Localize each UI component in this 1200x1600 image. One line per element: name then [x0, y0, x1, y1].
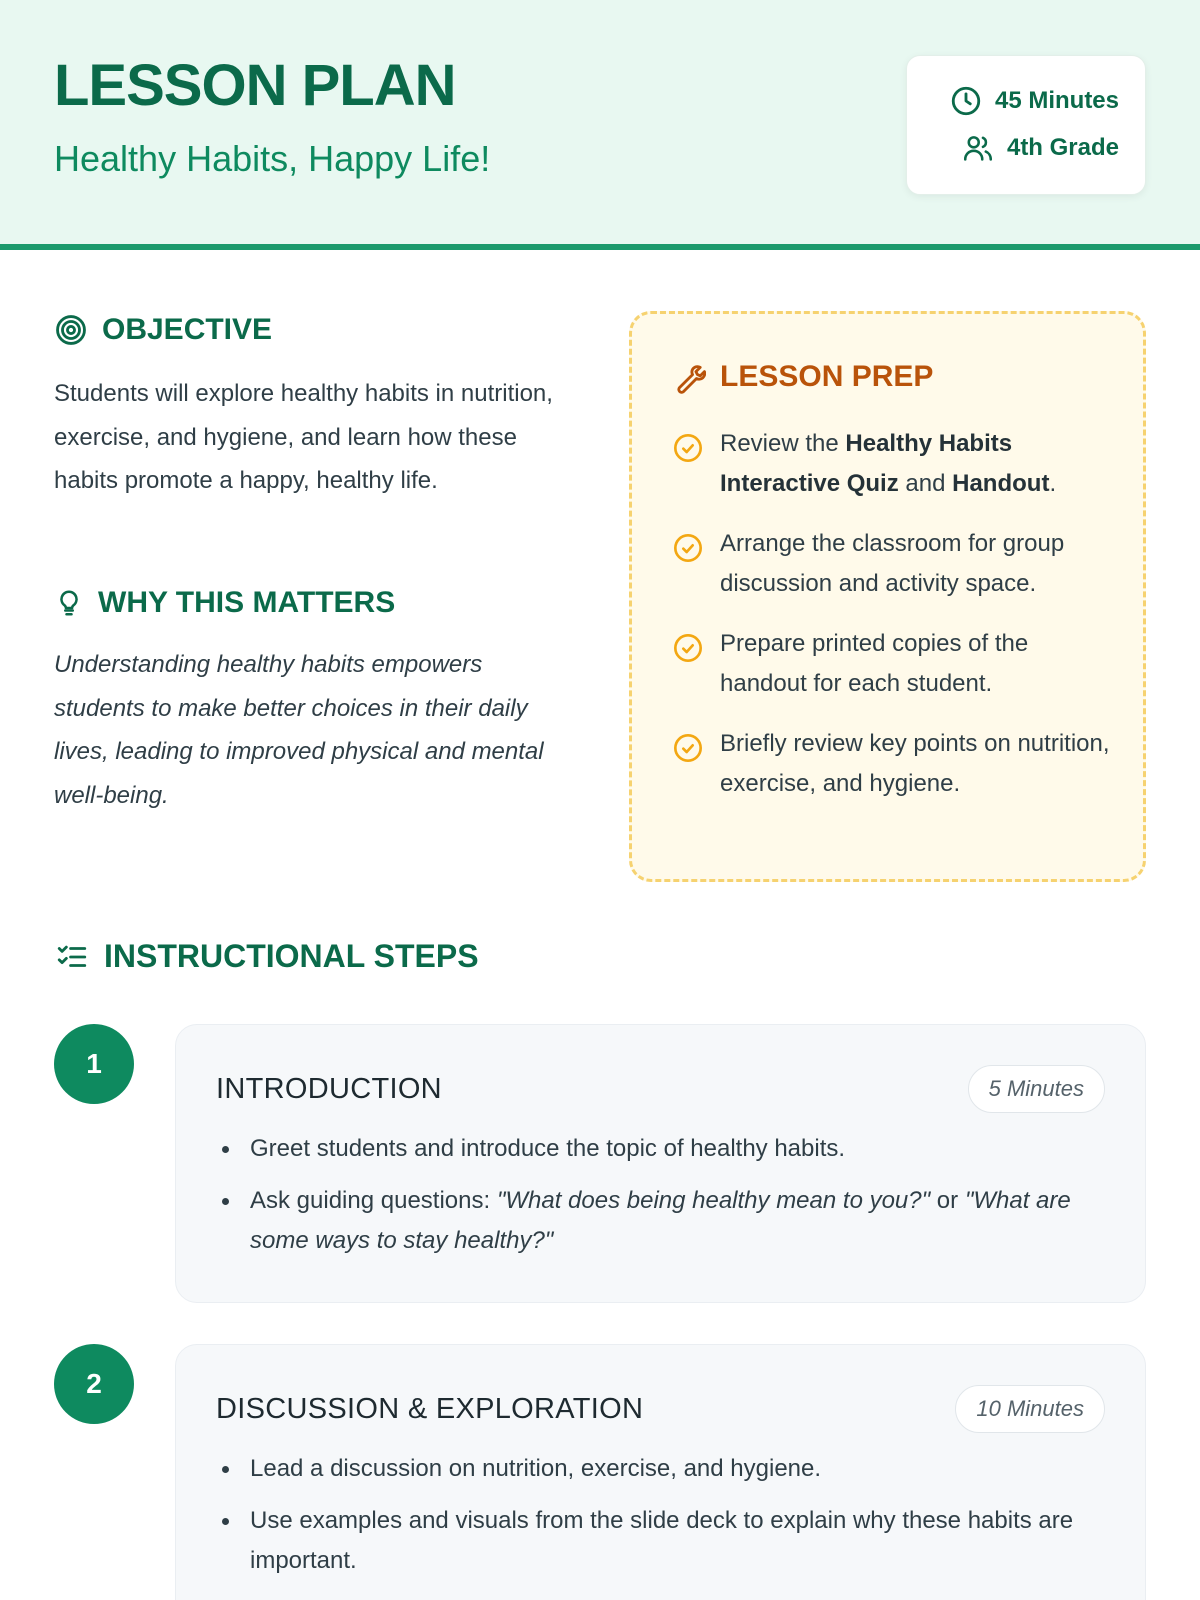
- checklist-icon: [54, 940, 90, 974]
- users-icon: [961, 131, 995, 165]
- prep-item-1-text-a: Review the: [720, 430, 846, 457]
- step-card-introduction: [175, 1024, 1146, 1303]
- quiz-name: Healthy Habits Interactive Quiz: [720, 430, 1013, 497]
- page-title: LESSON PLAN: [54, 53, 456, 118]
- why-text: Understanding healthy habits empowers students to make better choices in their daily lives, leading to improved physical and mental well-being.: [54, 651, 544, 809]
- step-bullet: Lead a discussion on nutrition, exercise, and hygiene.: [216, 1449, 1076, 1489]
- step-bullet: Greet students and introduce the topic of healthy habits.: [216, 1129, 1076, 1169]
- guiding-question: "What does being healthy mean to you?": [496, 1187, 931, 1214]
- handout-name: Handout: [952, 470, 1050, 497]
- objective-text: Students will explore healthy habits in nutrition, exercise, and hygiene, and learn how these habits promote a happy, healthy life.: [54, 380, 553, 494]
- prep-item-1-text-c: and: [898, 470, 953, 497]
- duration-row: [949, 84, 1119, 118]
- steps-heading: [54, 938, 479, 975]
- duration-text: 45 Minutes: [994, 87, 1119, 114]
- why-heading-text: WHY THIS MATTERS: [98, 586, 396, 619]
- steps-heading-text: INSTRUCTIONAL STEPS: [104, 938, 479, 974]
- step-duration-pill: 5 Minutes: [968, 1065, 1105, 1113]
- why-heading: [54, 586, 395, 620]
- prep-list: [672, 424, 1112, 824]
- bullet-text: or: [930, 1187, 965, 1214]
- step-number-badge: 1: [54, 1024, 134, 1104]
- prep-item-3: [672, 624, 1112, 704]
- grade-row: [961, 131, 1119, 165]
- step-duration-pill: 10 Minutes: [955, 1385, 1105, 1433]
- check-circle-icon: [672, 632, 704, 664]
- clock-icon: [949, 84, 983, 118]
- lesson-prep-box: [629, 311, 1146, 882]
- prep-item-1: [672, 424, 1112, 504]
- page-subtitle: Healthy Habits, Happy Life!: [54, 138, 491, 179]
- step-number-badge: 2: [54, 1344, 134, 1424]
- step-title: DISCUSSION & EXPLORATION: [216, 1393, 644, 1425]
- step-bullets: [216, 1449, 1076, 1593]
- header-banner: [0, 0, 1200, 250]
- target-icon: [54, 313, 88, 347]
- check-circle-icon: [672, 732, 704, 764]
- step-title: INTRODUCTION: [216, 1073, 442, 1105]
- check-circle-icon: [672, 532, 704, 564]
- prep-item-3-text: Prepare printed copies of the handout for each student.: [720, 630, 1029, 697]
- wrench-icon: [672, 360, 706, 394]
- grade-text: 4th Grade: [1006, 134, 1119, 161]
- lesson-meta-card: [906, 55, 1146, 195]
- prep-item-4-text: Briefly review key points on nutrition, exercise, and hygiene.: [720, 730, 1110, 797]
- prep-heading: [672, 360, 933, 394]
- prep-item-2: [672, 524, 1112, 604]
- prep-item-1-text-e: .: [1049, 470, 1057, 497]
- bullet-text: Ask guiding questions:: [250, 1187, 497, 1214]
- objective-heading-text: OBJECTIVE: [102, 313, 273, 346]
- guiding-question: "What are some ways to stay healthy?": [250, 1187, 1071, 1254]
- prep-item-4: [672, 724, 1112, 804]
- lightbulb-icon: [54, 586, 84, 620]
- step-bullets: [216, 1129, 1076, 1273]
- step-bullet: [216, 1181, 1076, 1261]
- prep-heading-text: LESSON PREP: [720, 360, 934, 393]
- objective-heading: [54, 313, 272, 347]
- prep-item-2-text: Arrange the classroom for group discussion and activity space.: [720, 530, 1065, 597]
- check-circle-icon: [672, 432, 704, 464]
- step-card-discussion: [175, 1344, 1146, 1600]
- step-bullet: Use examples and visuals from the slide deck to explain why these habits are important.: [216, 1501, 1076, 1581]
